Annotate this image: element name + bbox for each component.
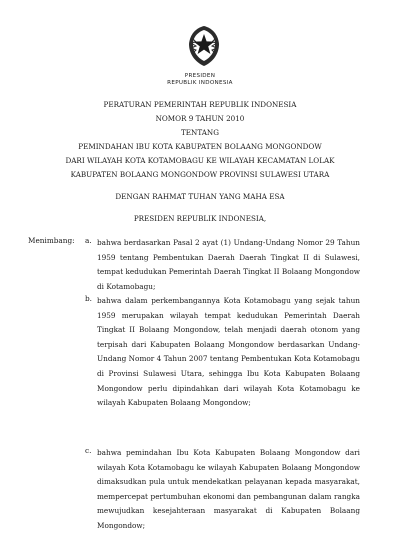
item-c-letter: c. <box>85 446 92 455</box>
invocation: DENGAN RAHMAT TUHAN YANG MAHA ESA <box>115 192 285 201</box>
item-c-text: bahwa pemindahan Ibu Kota Kabupaten Bolaang Mongondow dari wilayah Kota Kotamobagu ke wilayah Kabupaten Bolaang Mongondow dimaksudkan pula untuk mendekatkan pelayanan kepada masyarakat, mempercepat pertumbuhan ekonomi dan pembangunan dalam rangka mewujudkan kesejahteraan masyarakat di Kabupaten Bolaang Mongondow; <box>97 448 360 530</box>
regulation-number: NOMOR 9 TAHUN 2010 <box>155 114 245 123</box>
garuda-star-emblem-icon <box>186 24 222 68</box>
emblem-caption-presiden: PRESIDEN <box>184 73 216 79</box>
item-a-text: bahwa berdasarkan Pasal 2 ayat (1) Undang-Undang Nomor 29 Tahun 1959 tentang Pembentukan Daerah Daerah Tingkat II di Sulawesi, tempat kedudukan Pemerintah Daerah Tingkat II Bolaang Mongondow di Kotamobagu; <box>97 238 360 291</box>
regulation-subject-line3: KABUPATEN BOLAANG MONGONDOW PROVINSI SULAWESI UTARA <box>70 170 330 179</box>
regulation-tentang: TENTANG <box>181 128 219 137</box>
regulation-subject-line1: PEMINDAHAN IBU KOTA KABUPATEN BOLAANG MONGONDOW <box>78 142 322 151</box>
item-a-letter: a. <box>85 236 92 245</box>
regulation-subject-line2: DARI WILAYAH KOTA KOTAMOBAGU KE WILAYAH KECAMATAN LOLAK <box>65 156 335 165</box>
emblem-caption-republik: REPUBLIK INDONESIA <box>167 80 233 86</box>
issuer: PRESIDEN REPUBLIK INDONESIA, <box>133 214 267 223</box>
item-b-letter: b. <box>85 294 92 303</box>
item-b-text: bahwa dalam perkembangannya Kota Kotamobagu yang sejak tahun 1959 merupakan wilayah tempat kedudukan Pemerintah Daerah Tingkat II Bolaang Mongondow, telah menjadi daerah otonom yang terpisah dari Kabupaten Bolaang Mongondow berdasarkan Undang-Undang Nomor 4 Tahun 2007 tentang Pembentukan Kota Kotamobagu di Provinsi Sulawesi Utara, sehingga Ibu Kota Kabupaten Bolaang Mongondow perlu dipindahkan dari wilayah Kota Kotamobagu ke wilayah Kabupaten Bolaang Mongondow; <box>97 296 360 408</box>
menimbang-label: Menimbang: <box>28 236 75 245</box>
regulation-title: PERATURAN PEMERINTAH REPUBLIK INDONESIA <box>103 100 297 109</box>
